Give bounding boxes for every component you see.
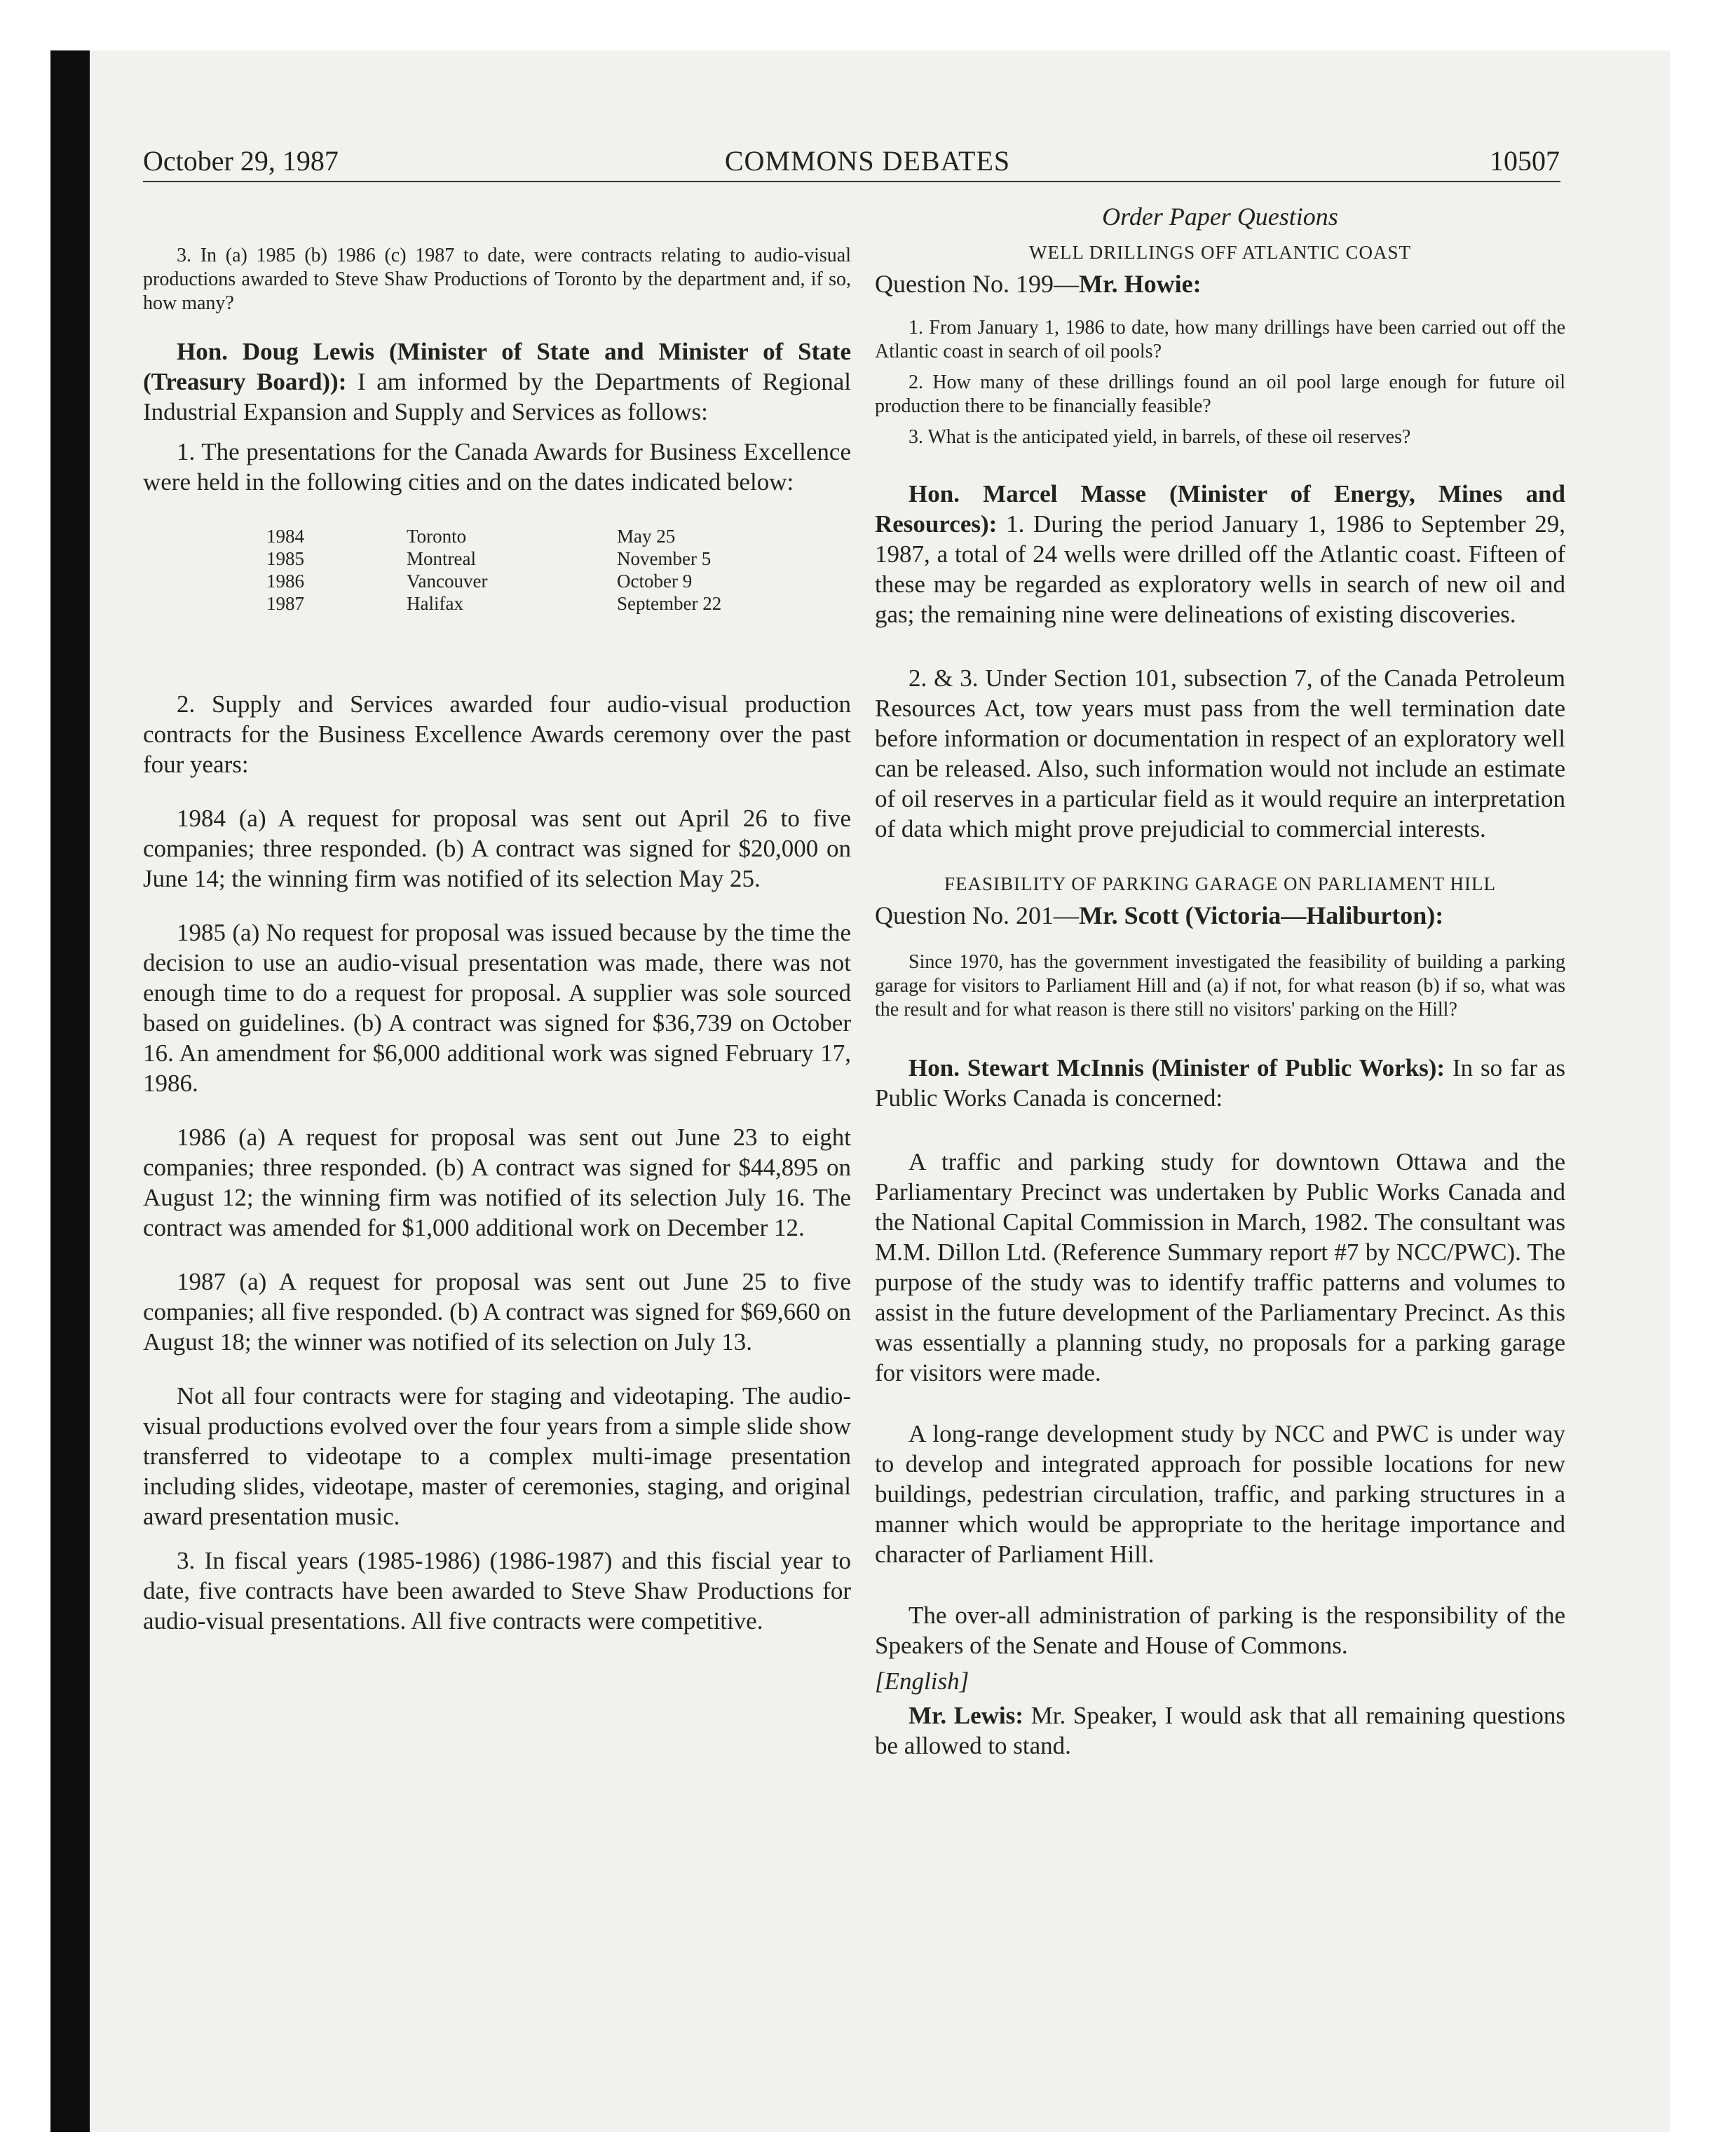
paragraph-2: 2. Supply and Services awarded four audio-visual production contracts for the Business Excellence Awards ceremony over the past four years: (143, 690, 851, 778)
speaker-name: Hon. Marcel Masse (Minister of Energy, Mines and Resources): (875, 480, 1565, 538)
question-201-text: Since 1970, has the government investigated the feasibility of building a parking garage for visitors to Parliament Hill and (a) if not, for what reason (b) if so, what was the result and for what reason is there still no visitors' parking on the Hill? (875, 951, 1565, 1021)
paragraph-over-all: The over-all administration of parking is the responsibility of the Speakers of the Senate and House of Commons. (875, 1602, 1565, 1659)
right-column (875, 196, 1565, 1761)
table-cell-date: September 22 (617, 593, 722, 614)
paragraph-long-range: A long-range development study by NCC and PWC is under way to develop and integrated approach for possible locations for new buildings, pedestrian circulation, traffic, and parking structures in a manner which would be appropriate to the heritage importance and character of Parliament Hill. (875, 1420, 1565, 1568)
section-title: Order Paper Questions (1102, 203, 1338, 231)
paragraph-1986: 1986 (a) A request for proposal was sent out June 23 to eight companies; three responded. (b) A contract was signed for $44,895 on August 12; the winning firm was notified of its selection July 16. The contract was amended for $1,000 additional work on December 12. (143, 1124, 851, 1241)
question-member: Mr. Scott (Victoria—Haliburton): (1079, 901, 1444, 929)
question-member: Mr. Howie: (1079, 270, 1202, 298)
header-rule (143, 181, 1560, 182)
question-number: Question No. 199— (875, 270, 1079, 298)
speaker-name: Mr. Lewis: (909, 1702, 1023, 1729)
left-column (143, 196, 851, 1636)
lewis-closing (875, 1700, 1565, 1761)
statement-text: Mr. Speaker, I would ask that all remaining questions be allowed to stand. (875, 1702, 1565, 1759)
table-cell-city: Halifax (407, 593, 463, 614)
masse-paragraph-2: 2. & 3. Under Section 101, subsection 7, of the Canada Petroleum Resources Act, tow years must pass from the well termination date before information or documentation in respect of an exploratory well can be released. Also, such information would not include an estimate of oil reserves in a particular field as it would require an interpretation of data which might prove prejudicial to commercial interests. (875, 664, 1565, 842)
lewis-statement (143, 336, 851, 427)
language-tag: [English] (875, 1667, 969, 1695)
table-cell-city: Toronto (407, 526, 467, 547)
statement-text: I am informed by the Departments of Regional Industrial Expansion and Supply and Services as follows: (143, 368, 852, 425)
table-cell-year: 1984 (266, 526, 304, 547)
paragraph-1984: 1984 (a) A request for proposal was sent out April 26 to five companies; three responded. (b) A contract was signed for $20,000 on June 14; the winning firm was notified of its selection May 25. (143, 805, 851, 892)
table-cell-city: Montreal (407, 548, 476, 569)
speaker-name: Hon. Doug Lewis (Minister of State and Minister of State (Treasury Board)): (143, 338, 851, 395)
table-row (266, 570, 721, 592)
question-201-heading (875, 900, 1565, 931)
scan-edge-bar (50, 50, 90, 2132)
awards-table (266, 525, 721, 615)
subhead-parking-garage: FEASIBILITY OF PARKING GARAGE ON PARLIAMENT HILL (944, 873, 1497, 894)
speaker-name: Hon. Stewart McInnis (Minister of Public Works): (909, 1054, 1445, 1082)
mcinnis-statement (875, 1053, 1565, 1113)
question-3-text: 3. In (a) 1985 (b) 1986 (c) 1987 to date, were contracts relating to audio-visual productions awarded to Steve Shaw Productions of Toronto by the department and, if so, how many? (143, 245, 851, 314)
masse-statement (875, 479, 1565, 629)
question-199-part-3: 3. What is the anticipated yield, in barrels, of these oil reserves? (909, 426, 1411, 448)
paragraph-traffic-study: A traffic and parking study for downtown Ottawa and the Parliamentary Precinct was undertaken by Public Works Canada and the National Capital Commission in March, 1982. The consultant was M.M. Dillon Ltd. (Reference Summary report #7 by NCC/PWC). The purpose of the study was to identify traffic patterns and volumes to assist in the future development of the Parliamentary Precinct. As this was essentially a planning study, no proposals for a parking garage for visitors were made. (875, 1148, 1565, 1386)
question-199-part-1: 1. From January 1, 1986 to date, how many drillings have been carried out off the Atlantic coast in search of oil pools? (875, 317, 1565, 362)
table-cell-year: 1987 (266, 593, 304, 614)
paragraph-1987: 1987 (a) A request for proposal was sent out June 25 to five companies; all five responded. (b) A contract was signed for $69,660 on August 18; the winner was notified of its selection on July 13. (143, 1268, 851, 1356)
table-cell-date: October 9 (617, 571, 693, 592)
table-cell-date: November 5 (617, 548, 712, 569)
statement-text: In so far as Public Works Canada is concerned: (875, 1054, 1565, 1112)
header-date: October 29, 1987 (143, 145, 339, 177)
header-page-number: 10507 (1490, 145, 1560, 177)
table-cell-year: 1985 (266, 548, 304, 569)
table-row (266, 547, 721, 570)
statement-text: 1. During the period January 1, 1986 to September 29, 1987, a total of 24 wells were drilled off the Atlantic coast. Fifteen of these may be regarded as exploratory wells in search of new oil and gas; the remaining nine were delineations of existing discoveries. (875, 510, 1566, 628)
table-cell-date: May 25 (617, 526, 676, 547)
table-cell-city: Vancouver (407, 571, 488, 592)
paragraph-3: 3. In fiscal years (1985-1986) (1986-1987) and this fiscial year to date, five contracts have been awarded to Steve Shaw Productions for audio-visual presentations. All five contracts were competitive. (143, 1547, 851, 1635)
paragraph-not-all: Not all four contracts were for staging and videotaping. The audio-visual productions evolved over the four years from a simple slide show transferred to videotape to a complex multi-image presentation including slides, videotape, master of ceremonies, staging, and original award presentation music. (143, 1382, 851, 1530)
paragraph-1985: 1985 (a) No request for proposal was issued because by the time the decision to use an audio-visual presentation was made, there was not enough time to do a request for proposal. A supplier was sole sourced based on guidelines. (b) A contract was signed for $36,739 on October 16. An amendment for $6,000 additional work was signed February 17, 1986. (143, 919, 851, 1097)
question-199-part-2: 2. How many of these drillings found an oil pool large enough for future oil production there to be financially feasible? (875, 371, 1565, 417)
table-row (266, 592, 721, 615)
question-number: Question No. 201— (875, 901, 1079, 929)
paragraph-1: 1. The presentations for the Canada Awards for Business Excellence were held in the following cities and on the dates indicated below: (143, 438, 851, 496)
table-row (266, 525, 721, 547)
subhead-well-drillings: WELL DRILLINGS OFF ATLANTIC COAST (1029, 242, 1411, 263)
header-title: COMMONS DEBATES (724, 145, 1011, 177)
table-cell-year: 1986 (266, 571, 304, 592)
question-199-heading (875, 268, 1565, 299)
